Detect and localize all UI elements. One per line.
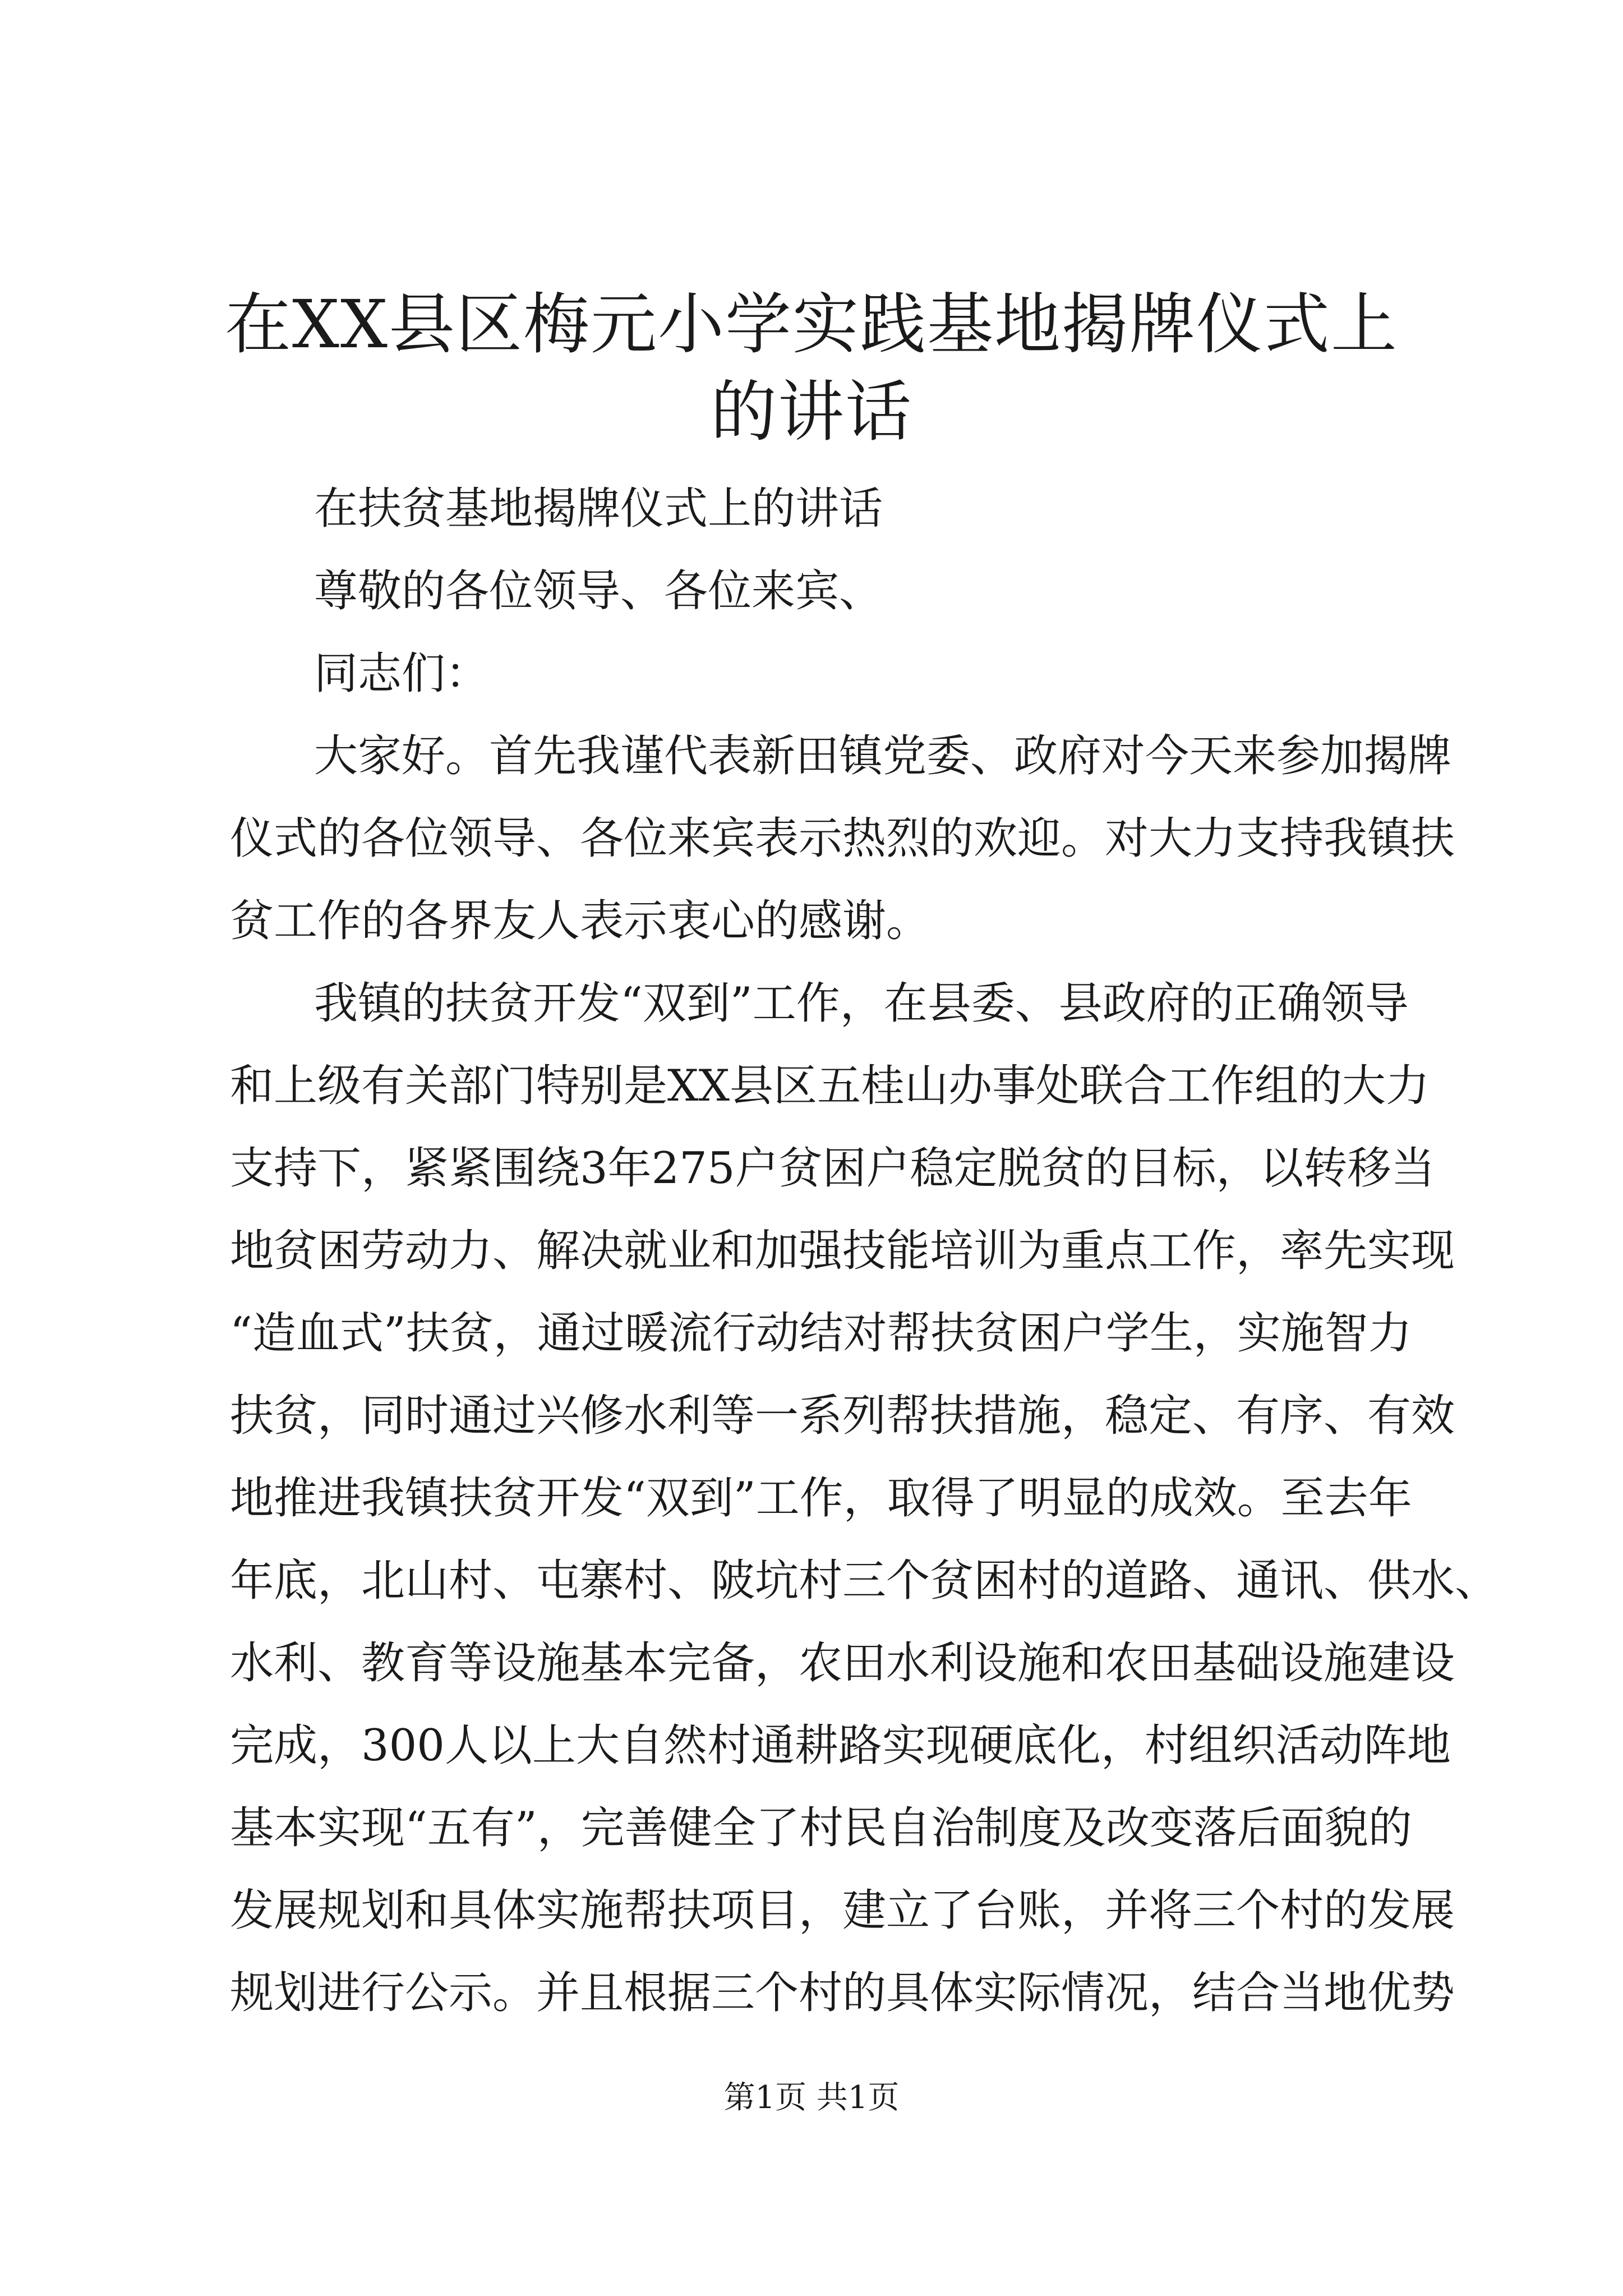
page-footer: 第1页 共1页 xyxy=(723,2079,900,2116)
body-line: 仪式的各位领导、各位来宾表示热烈的欢迎。对大力支持我镇扶 xyxy=(230,813,1455,864)
body-line: 地推进我镇扶贫开发“双到”工作，取得了明显的成效。至去年 xyxy=(230,1473,1412,1524)
body-line: 同志们： xyxy=(314,648,490,699)
body-line: 我镇的扶贫开发“双到”工作，在县委、县政府的正确领导 xyxy=(314,978,1409,1029)
body-line: 规划进行公示。并且根据三个村的具体实际情况，结合当地优势 xyxy=(230,1968,1455,2018)
body-line: 发展规划和具体实施帮扶项目，建立了台账，并将三个村的发展 xyxy=(230,1885,1455,1936)
body-line: “造血式”扶贫，通过暖流行动结对帮扶贫困户学生，实施智力 xyxy=(230,1308,1412,1359)
body-line: 尊敬的各位领导、各位来宾、 xyxy=(314,566,883,616)
body-line: 贫工作的各界友人表示衷心的感谢。 xyxy=(230,896,930,946)
body-line: 基本实现“五有”，完善健全了村民自治制度及改变落后面貌的 xyxy=(230,1803,1412,1853)
body-line: 完成，300人以上大自然村通耕路实现硬底化，村组织活动阵地 xyxy=(230,1720,1451,1771)
body-line: 大家好。首先我谨代表新田镇党委、政府对今天来参加揭牌 xyxy=(314,731,1452,781)
body-line: 在扶贫基地揭牌仪式上的讲话 xyxy=(314,484,883,534)
body-line: 和上级有关部门特别是XX县区五桂山办事处联合工作组的大力 xyxy=(230,1061,1430,1111)
body-line: 支持下，紧紧围绕3年275户贫困户稳定脱贫的目标，以转移当 xyxy=(230,1143,1435,1194)
document-title: 在XX县区梅元小学实践基地揭牌仪式上的讲话 xyxy=(224,286,1398,450)
body-line: 年底，北山村、屯寨村、陂坑村三个贫困村的道路、通讯、供水、 xyxy=(230,1556,1499,1606)
body-line: 地贫困劳动力、解决就业和加强技能培训为重点工作，率先实现 xyxy=(230,1226,1455,1276)
document-body xyxy=(230,468,1499,2035)
body-line: 水利、教育等设施基本完备，农田水利设施和农田基础设施建设 xyxy=(230,1638,1455,1688)
body-line: 扶贫，同时通过兴修水利等一系列帮扶措施，稳定、有序、有效 xyxy=(230,1391,1455,1441)
